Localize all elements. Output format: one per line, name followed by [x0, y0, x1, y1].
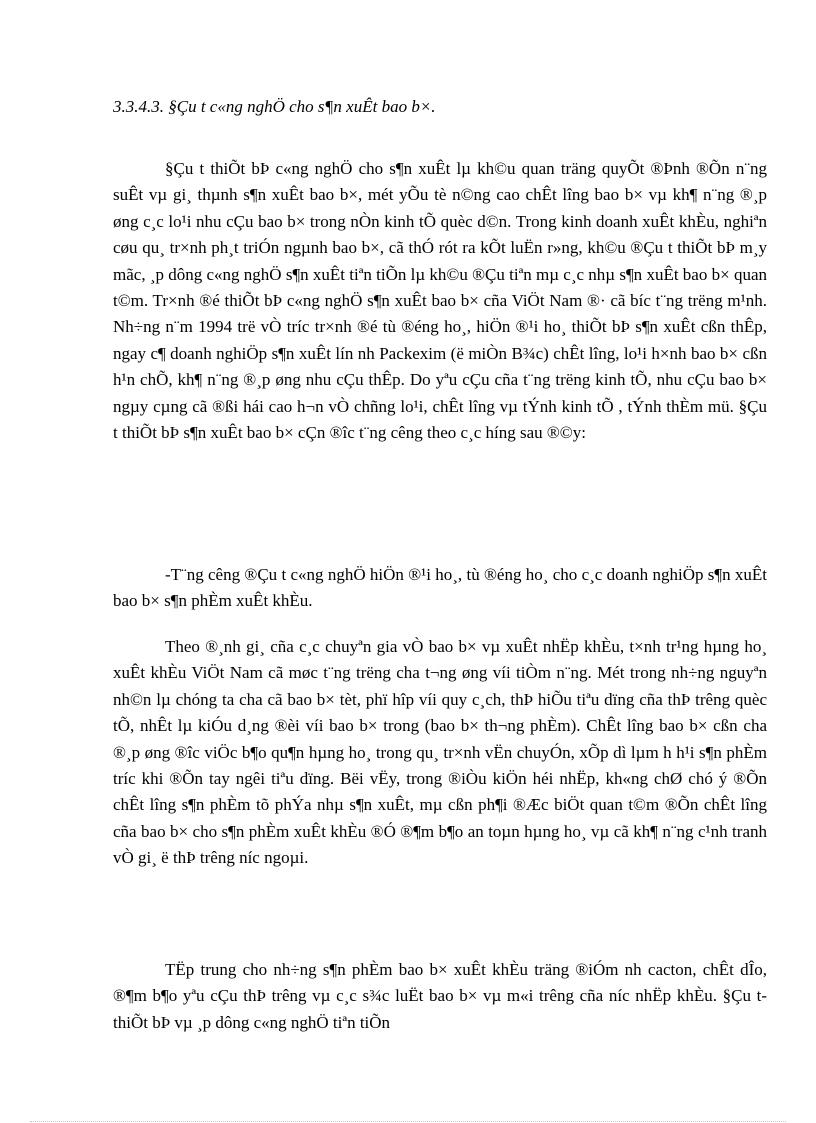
paragraph-investment-overview: §Çu t thiÕt bÞ c«ng nghÖ cho s¶n xuÊt lµ kh©u quan träng quyÕt ®Þnh ®Õn n¨ng suÊt vµ gi¸ thµnh s¶n xuÊt bao b×, mét yÕu tè n©ng cao chÊt lîng bao b× vµ kh¶ n¨ng ®¸p øng c¸c lo¹i nhu cÇu bao b× trong nÒn kinh tÕ quèc d©n. Trong kinh doanh xuÊt khÈu, nghiªn cøu qu¸ tr×nh ph¸t triÓn ngµnh bao b×, cã thÓ rót ra kÕt luËn r»ng, kh©u ®Çu t thiÕt bÞ m¸y mãc, ¸p dông c«ng nghÖ s¶n xuÊt tiªn tiÕn lµ kh©u ®Çu tiªn mµ c¸c nhµ s¶n xuÊt bao b× quan t©m. Tr×nh ®é thiÕt bÞ c«ng nghÖ s¶n xuÊt bao b× cña ViÖt Nam ®· cã bíc t¨ng trëng m¹nh. Nh÷ng n¨m 1994 trë vÒ tríc tr×nh ®é tù ®éng ho¸, hiÖn ®¹i ho¸ thiÕt bÞ s¶n xuÊt cßn thÊp, ngay c¶ doanh nghiÖp s¶n xuÊt lín nh Packexim (ë miÒn B¾c) chÊt lîng, lo¹i h×nh bao b× cßn h¹n chÕ, kh¶ n¨ng ®¸p øng nhu cÇu thÊp. Do yªu cÇu cña t¨ng trëng kinh tÕ, nhu cÇu bao b× ngµy cµng cã ®ßi hái cao h¬n vÒ chñng lo¹i, chÊt lîng vµ tÝnh kinh tÕ , tÝnh thÈm mü. §Çu t thiÕt bÞ s¶n xuÊt bao b× cÇn ®îc t¨ng cêng theo c¸c híng sau ®©y: — [113, 159, 767, 443]
paragraph-focus-products: TËp trung cho nh÷ng s¶n phÈm bao b× xuÊt khÈu träng ®iÓm nh cacton, chÊt dÎo, ®¶m b¶o yªu cÇu thÞ trêng vµ c¸c s¾c luËt bao b× vµ m«i trêng cña níc nhËp khÈu. §Çu t thiÕt bÞ vµ ¸p dông c«ng nghÖ tiªn tiÕn — [113, 960, 767, 1032]
paragraph-expert-assessment: Theo ®¸nh gi¸ cña c¸c chuyªn gia vÒ bao b× vµ xuÊt nhËp khÈu, t×nh tr¹ng hµng ho¸ xuÊt khÈu ViÖt Nam cã møc t¨ng trëng cha t¬ng øng víi tiÒm n¨ng. Mét trong nh÷ng nguyªn nh©n lµ chóng ta cha cã bao b× tèt, phï hîp víi quy c¸ch, thÞ hiÕu tiªu dïng cña thÞ trêng quèc tÕ, nhÊt lµ kiÓu d¸ng ®èi víi bao b× trong (bao b× th¬ng phÈm). ChÊt lîng bao b× cßn cha ®¸p øng ®îc viÖc b¶o qu¶n hµng ho¸ trong qu¸ tr×nh vËn chuyÓn, xÕp dì lµm h h¹i s¶n phÈm tríc khi ®Õn tay ngêi tiªu dïng. Bëi vËy, trong ®iÒu kiÖn héi nhËp, kh«ng chØ chó ý ®Õn chÊt lîng s¶n phÈm tõ phÝa nhµ s¶n xuÊt, mµ cßn ph¶i ®Æc biÖt quan t©m ®Õn chÊt lîng cña bao b× cho s¶n phÈm xuÊt khÈu ®Ó ®¶m b¶o an toµn hµng ho¸ vµ cã kh¶ n¨ng c¹nh tranh vÒ gi¸ ë thÞ trêng níc ngoµi. — [113, 637, 767, 868]
paragraph-modernization-point: -T¨ng cêng ®Çu t c«ng nghÖ hiÖn ®¹i ho¸, tù ®éng ho¸ cho c¸c doanh nghiÖp s¶n xuÊt bao b× s¶n phÈm xuÊt khÈu. — [113, 565, 767, 611]
section-heading: 3.3.4.3. §Çu t c«ng nghÖ cho s¶n xuÊt bao b×. — [113, 97, 436, 116]
page-bottom-divider — [30, 1121, 786, 1122]
